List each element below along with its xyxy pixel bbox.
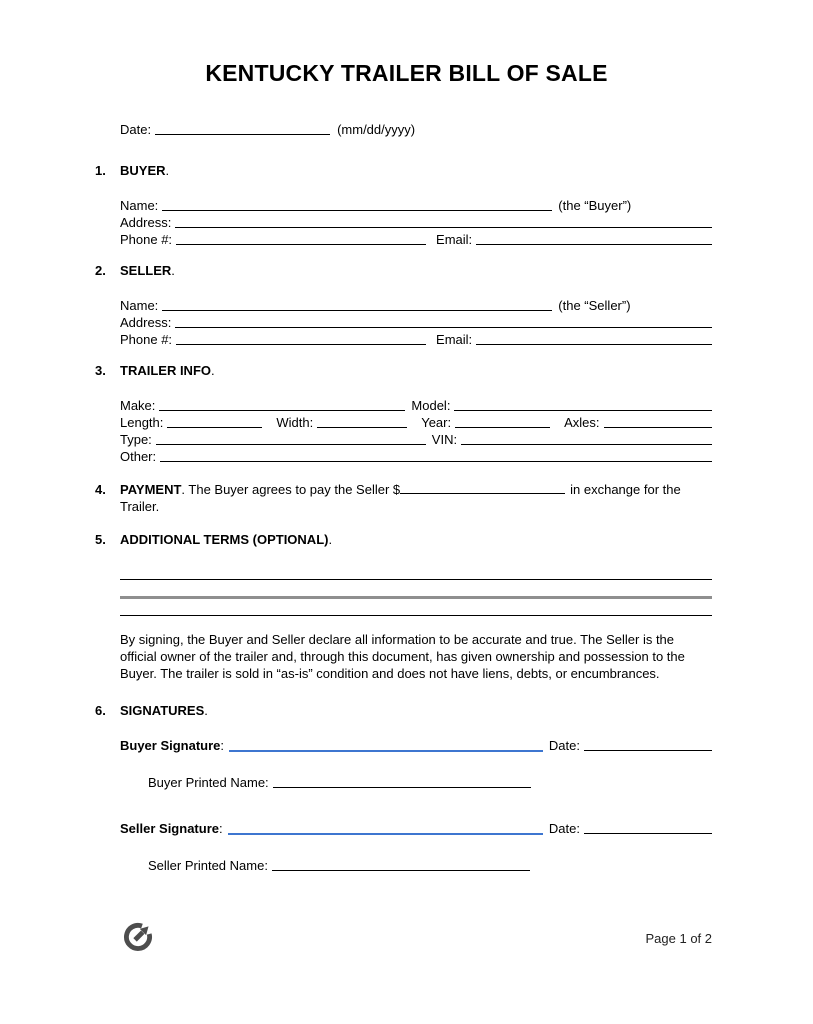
section-number-buyer: 1. [95,163,106,178]
section-number-payment: 4. [95,482,106,497]
seller-printed-name-row [148,857,712,874]
buyer-fields [120,197,712,248]
buyer-signature-input-line[interactable] [229,750,543,752]
seller-printed-name-input-line[interactable] [272,870,530,871]
seller-name-label: Name: [120,298,159,313]
trailer-axles-input-line[interactable] [604,427,712,428]
trailer-vin-input-line[interactable] [461,444,712,445]
payment-amount-input-line[interactable] [400,482,565,494]
buyer-address-row [120,214,712,231]
additional-terms-input-line-1[interactable] [120,579,712,580]
date-input-line[interactable] [155,134,330,135]
seller-signature-row [120,820,712,837]
section-heading-signatures [95,702,712,719]
buyer-name-input-line[interactable] [162,210,552,211]
seller-address-row [120,314,712,331]
buyer-phone-input-line[interactable] [176,244,426,245]
section-period-trailer: . [211,363,215,378]
section-payment [95,481,712,515]
trailer-axles-label: Axles: [564,415,600,430]
section-heading-seller [95,262,712,279]
seller-fields [120,297,712,348]
section-title-trailer: TRAILER INFO [120,363,211,378]
trailer-length-input-line[interactable] [167,427,262,428]
trailer-model-input-line[interactable] [454,410,712,411]
section-number-signatures: 6. [95,703,106,718]
seller-signature-date-input-line[interactable] [584,833,712,834]
section-period-additional-terms: . [328,532,333,547]
section-title-additional-terms: ADDITIONAL TERMS (OPTIONAL) [120,532,329,547]
section-period-buyer: . [165,163,170,178]
buyer-signature-label: Buyer Signature [120,738,221,753]
buyer-phone-label: Phone #: [120,232,173,247]
buyer-name-row [120,197,712,214]
form-content [95,121,712,874]
buyer-name-label: Name: [120,198,159,213]
seller-signature-date-label: Date: [548,821,580,836]
trailer-length-label: Length: [120,415,164,430]
date-row [120,121,712,138]
seller-phone-label: Phone #: [120,332,173,347]
buyer-signature-colon: : [220,738,225,753]
section-number-seller: 2. [95,263,106,278]
buyer-signature-row [120,737,712,754]
seller-printed-name-label: Seller Printed Name: [148,858,268,873]
buyer-signature-date-label: Date: [548,738,580,753]
trailer-fields [120,397,712,465]
buyer-printed-name-row [148,774,712,791]
trailer-year-input-line[interactable] [455,427,550,428]
seller-signature-label: Seller Signature [120,821,219,836]
seller-phone-email-row [120,331,712,348]
trailer-make-input-line[interactable] [159,410,405,411]
buyer-signature-date-input-line[interactable] [584,750,712,751]
trailer-other-label: Other: [120,449,157,464]
page-title: KENTUCKY TRAILER BILL OF SALE [205,60,608,86]
date-label: Date: [120,122,152,137]
disclaimer-paragraph: By signing, the Buyer and Seller declare all information to be accurate and true. The Seller is the official owner of the trailer and, through this document, has given ownership and possession to the Buyer. The trailer is sold in “as-is” condition and does not have liens, debts, or encumbrances. [120,632,685,681]
buyer-email-label: Email: [436,232,473,247]
seller-signature-colon: : [218,821,223,836]
seller-address-label: Address: [120,315,172,330]
seller-phone-input-line[interactable] [176,344,426,345]
seller-signature-input-line[interactable] [228,833,543,835]
date-format-hint: (mm/dd/yyyy) [337,122,416,137]
page-indicator: Page 1 of 2 [645,930,712,946]
trailer-type-input-line[interactable] [156,444,426,445]
section-title-seller: SELLER [120,263,172,278]
trailer-dimensions-row [120,414,712,431]
section-period-signatures: . [204,703,208,718]
section-period-seller: . [171,263,175,278]
section-title-payment: PAYMENT [120,482,182,497]
section-title-signatures: SIGNATURES [120,703,205,718]
trailer-make-label: Make: [120,398,156,413]
trailer-other-input-line[interactable] [160,461,712,462]
section-heading-buyer [95,162,712,179]
section-heading-trailer [95,362,712,379]
section-number-trailer: 3. [95,363,106,378]
trailer-model-label: Model: [411,398,451,413]
buyer-address-input-line[interactable] [175,227,712,228]
trailer-width-label: Width: [276,415,314,430]
buyer-email-input-line[interactable] [476,244,712,245]
payment-text-before: . The Buyer agrees to pay the Seller $ [181,482,401,497]
seller-email-input-line[interactable] [476,344,712,345]
payment-text-after: in exchange for the Trailer. [120,482,681,514]
circular-arrow-logo-icon [120,918,156,958]
seller-name-suffix: (the “Seller”) [558,298,631,313]
section-number-additional-terms: 5. [95,532,106,547]
trailer-vin-label: VIN: [431,432,458,447]
section-heading-additional-terms [95,531,712,548]
seller-email-label: Email: [436,332,473,347]
seller-name-row [120,297,712,314]
buyer-name-suffix: (the “Buyer”) [558,198,632,213]
seller-name-input-line[interactable] [162,310,552,311]
additional-terms-input-line-3[interactable] [120,615,712,616]
trailer-other-row [120,448,712,465]
trailer-year-label: Year: [421,415,452,430]
section-title-buyer: BUYER [120,163,166,178]
page-footer [120,918,712,958]
seller-address-input-line[interactable] [175,327,712,328]
buyer-printed-name-input-line[interactable] [273,787,531,788]
trailer-type-label: Type: [120,432,152,447]
buyer-address-label: Address: [120,215,172,230]
buyer-printed-name-label: Buyer Printed Name: [148,775,269,790]
trailer-make-model-row [120,397,712,414]
additional-terms-input-line-2[interactable] [120,596,712,599]
buyer-phone-email-row [120,231,712,248]
trailer-width-input-line[interactable] [317,427,407,428]
trailer-type-vin-row [120,431,712,448]
